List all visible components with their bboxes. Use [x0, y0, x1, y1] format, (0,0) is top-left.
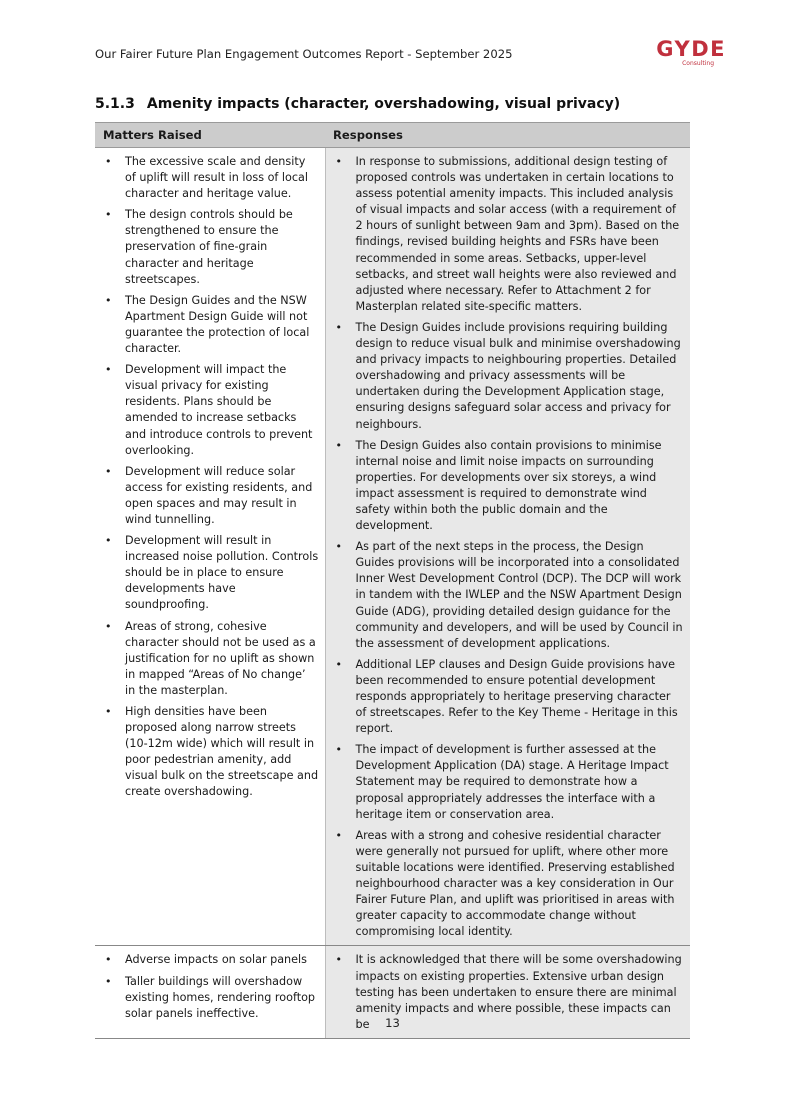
- column-header-responses: Responses: [325, 123, 690, 148]
- list-item: • Areas of strong, cohesive character should not be used as a justification for no uplift as shown in mapped “Areas of No change’ in the masterplan.: [101, 619, 319, 699]
- list-item: • The Design Guides include provisions requiring building design to reduce visual bulk and minimise overshadowing and privacy impacts to neighbouring properties. Detailed overshadowing and privacy assessments will be undertaken during the Development Application stage, ensuring designs safeguard solar access and privacy for neighbours.: [332, 320, 685, 433]
- logo-wordmark: GYDE: [656, 37, 726, 61]
- list-item: • The Design Guides and the NSW Apartment Design Guide will not guarantee the protection of local character.: [101, 293, 319, 357]
- list-item: • It is acknowledged that there will be some overshadowing impacts on existing properties. Extensive urban design testing has been undertaken to ensure there are minimal amenity impacts and where possible, these impacts can be: [332, 952, 685, 1032]
- list-item: • The design controls should be strengthened to ensure the preservation of fine-grain character and heritage streetscapes.: [101, 207, 319, 287]
- page-number: 13: [385, 1016, 400, 1030]
- matters-list: [101, 952, 319, 1021]
- column-header-matters: Matters Raised: [95, 123, 325, 148]
- matters-list: [101, 154, 319, 801]
- list-item: • High densities have been proposed along narrow streets (10-12m wide) which will result in poor pedestrian amenity, add visual bulk on the streetscape and create overshadowing.: [101, 704, 319, 801]
- table-header-row: [95, 123, 690, 148]
- section-number: 5.1.3: [95, 96, 135, 112]
- responses-list: [332, 154, 685, 940]
- matters-cell: [95, 148, 325, 946]
- list-item: • Adverse impacts on solar panels: [101, 952, 319, 968]
- list-item: • Development will impact the visual privacy for existing residents. Plans should be amended to increase setbacks and introduce controls to prevent overlooking.: [101, 362, 319, 459]
- matters-responses-table: [95, 122, 690, 1039]
- responses-cell: [325, 148, 690, 946]
- list-item: • Additional LEP clauses and Design Guide provisions have been recommended to ensure potential development responds appropriately to heritage preserving character of streetscapes. Refer to the Key Theme - Heritage in this report.: [332, 657, 685, 737]
- list-item: • Development will reduce solar access for existing residents, and open spaces and may result in wind tunnelling.: [101, 464, 319, 528]
- list-item: • As part of the next steps in the process, the Design Guides provisions will be incorporated into a consolidated Inner West Development Control (DCP). The DCP will work in tandem with the IWLEP and the NSW Apartment Design Guide (ADG), providing detailed design guidance for the community and developers, and will be used by Council in the assessment of development applications.: [332, 539, 685, 652]
- section-title: Amenity impacts (character, overshadowing, visual privacy): [146, 96, 621, 112]
- document-header-title: Our Fairer Future Plan Engagement Outcomes Report - September 2025: [95, 47, 513, 61]
- list-item: • Areas with a strong and cohesive residential character were generally not pursued for uplift, where other more suitable locations were identified. Preserving established neighbourhood character was a key consideration in Our Fairer Future Plan, and uplift was prioritised in areas with greater capacity to accommodate change without compromising local identity.: [332, 828, 685, 941]
- table-row: [95, 148, 690, 946]
- list-item: • In response to submissions, additional design testing of proposed controls was undertaken in certain locations to assess potential amenity impacts. This included analysis of visual impacts and solar access (with a requirement of 2 hours of sunlight between 9am and 3pm). Based on the findings, revised building heights and FSRs have been recommended in some areas. Setbacks, upper-level setbacks, and street wall heights were also reviewed and adjusted where necessary. Refer to Attachment 2 for Masterplan related site-specific matters.: [332, 154, 685, 315]
- list-item: • Taller buildings will overshadow existing homes, rendering rooftop solar panels ineffective.: [101, 974, 319, 1022]
- list-item: • Development will result in increased noise pollution. Controls should be in place to ensure developments have soundproofing.: [101, 533, 319, 613]
- list-item: • The impact of development is further assessed at the Development Application (DA) stage. A Heritage Impact Statement may be required to demonstrate how a proposal appropriately addresses the interface with a heritage item or conservation area.: [332, 742, 685, 822]
- section-heading: [95, 96, 620, 112]
- list-item: • The excessive scale and density of uplift will result in loss of local character and heritage value.: [101, 154, 319, 202]
- gyde-logo: [638, 38, 726, 67]
- list-item: • The Design Guides also contain provisions to minimise internal noise and limit noise impacts on surrounding properties. For developments over six storeys, a wind impact assessment is required to demonstrate wind safety within both the public domain and the development.: [332, 438, 685, 535]
- logo-subtitle: Consulting: [682, 60, 714, 67]
